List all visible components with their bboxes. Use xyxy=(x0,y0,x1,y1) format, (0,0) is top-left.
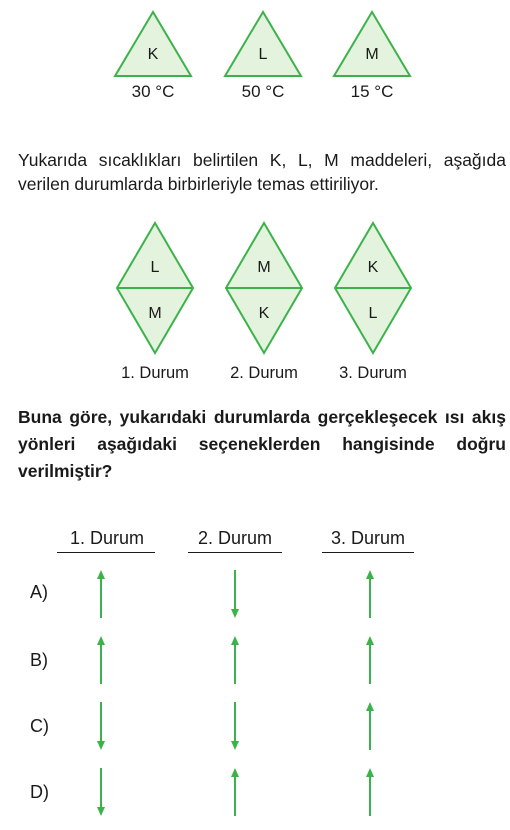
arrow-up-icon xyxy=(231,636,239,684)
arrow-up-icon xyxy=(97,636,105,684)
diamond-2-top-label: M xyxy=(257,259,271,276)
situation-1-label: 1. Durum xyxy=(121,364,189,382)
intro-paragraph: Yukarıda sıcaklıkları belirtilen K, L, M maddeleri, aşağıda verilen durumlarda birbirleriyle temas ettiriliyor. xyxy=(18,150,506,194)
arrow-up-icon xyxy=(366,768,374,816)
arrow-down-icon xyxy=(97,768,105,816)
column-header-1: 1. Durum xyxy=(69,528,145,548)
option-a[interactable]: A) xyxy=(30,582,48,602)
arrow-down-icon xyxy=(231,570,239,618)
column-underline-3 xyxy=(322,552,414,553)
column-header-3: 3. Durum xyxy=(330,528,406,548)
column-header-2: 2. Durum xyxy=(197,528,273,548)
arrow-up-icon xyxy=(366,702,374,750)
diamond-3-top-label: K xyxy=(367,259,379,276)
triangle-l-label: L xyxy=(258,46,268,63)
triangle-m-label: M xyxy=(365,46,379,63)
option-b[interactable]: B) xyxy=(30,650,48,670)
triangle-k xyxy=(115,12,191,76)
arrow-down-icon xyxy=(97,702,105,750)
diamond-1-bottom-label: M xyxy=(148,305,162,322)
option-c[interactable]: C) xyxy=(30,716,49,736)
diamond-1-top-label: L xyxy=(150,259,160,276)
diamond-situation-1 xyxy=(117,223,193,353)
situation-2-label: 2. Durum xyxy=(230,364,298,382)
diamond-3-bottom-label: L xyxy=(368,305,378,322)
column-underline-2 xyxy=(188,552,282,553)
diamond-situation-2 xyxy=(226,223,302,353)
arrow-up-icon xyxy=(231,768,239,816)
triangle-l xyxy=(225,12,301,76)
question-text: Buna göre, yukarıdaki durumlarda gerçekleşecek ısı akış yönleri aşağıdaki seçeneklerden hangisinde doğru verilmiştir? xyxy=(18,407,506,481)
arrow-grid xyxy=(97,570,374,816)
column-underline-1 xyxy=(57,552,155,553)
arrow-down-icon xyxy=(231,702,239,750)
diamond-situation-3 xyxy=(335,223,411,353)
diamond-2-bottom-label: K xyxy=(258,305,270,322)
situation-3-label: 3. Durum xyxy=(339,364,407,382)
temp-m: 15 °C xyxy=(350,82,394,101)
arrow-up-icon xyxy=(97,570,105,618)
arrow-up-icon xyxy=(366,570,374,618)
option-d[interactable]: D) xyxy=(30,782,49,802)
temp-l: 50 °C xyxy=(241,82,285,101)
temp-k: 30 °C xyxy=(131,82,175,101)
arrow-up-icon xyxy=(366,636,374,684)
triangle-k-label: K xyxy=(147,46,159,63)
triangle-m xyxy=(334,12,410,76)
